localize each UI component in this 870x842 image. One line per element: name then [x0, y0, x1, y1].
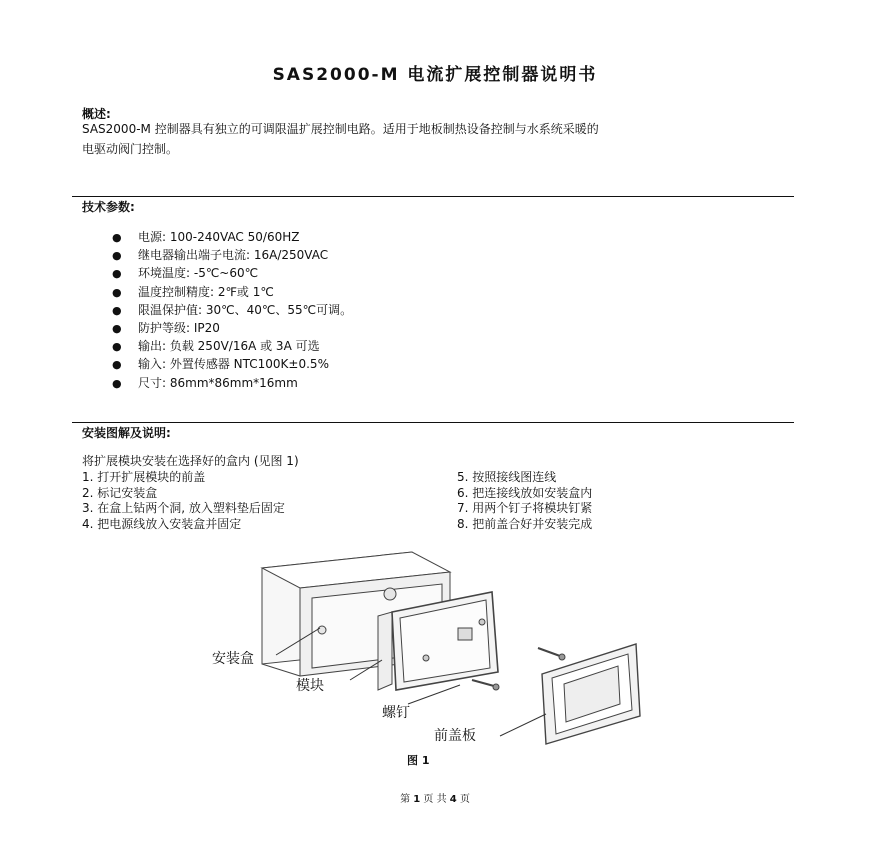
spec-text: 防护等级: IP20	[138, 320, 220, 335]
overview-line-1: SAS2000-M 控制器具有独立的可调限温扩展控制电路。适用于地板制热设备控制与水系统采暖的	[82, 122, 599, 136]
install-step: 7. 用两个钉子将模块钉紧	[457, 501, 593, 515]
bullet-icon: ●	[112, 285, 122, 299]
label-front-cover: 前盖板	[434, 728, 476, 744]
install-step: 6. 把连接线放如安装盒内	[457, 485, 593, 500]
install-heading: 安装图解及说明:	[82, 426, 171, 440]
label-screw: 螺钉	[382, 705, 410, 721]
spec-item	[112, 283, 352, 301]
bullet-icon: ●	[112, 376, 122, 390]
front-cover-drawing	[542, 644, 640, 744]
install-step: 2. 标记安装盒	[82, 485, 158, 500]
overview-heading: 概述:	[82, 107, 111, 121]
installation-diagram	[200, 540, 660, 755]
bullet-icon: ●	[112, 231, 122, 244]
spec-item	[112, 374, 352, 392]
footer-middle: 页 共	[423, 794, 447, 805]
page-footer	[0, 790, 870, 805]
page-total: 4	[449, 794, 457, 805]
install-step: 4. 把电源线放入安装盒并固定	[82, 516, 242, 531]
spec-text: 温度控制精度: 2℉或 1℃	[138, 284, 274, 299]
bullet-icon: ●	[112, 303, 122, 317]
label-mounting-box: 安装盒	[212, 651, 254, 667]
spec-text: 输入: 外置传感器 NTC100K±0.5%	[138, 357, 329, 372]
spec-text: 电源: 100-240VAC 50/60HZ	[138, 230, 300, 244]
spec-text: 限温保护值: 30℃、40℃、55℃可调。	[138, 302, 353, 317]
spec-text: 继电器输出端子电流: 16A/250VAC	[138, 248, 329, 263]
section-divider	[72, 422, 794, 423]
spec-item	[112, 264, 352, 282]
figure-caption: 图 1	[407, 754, 430, 767]
spec-text: 尺寸: 86mm*86mm*16mm	[138, 375, 298, 390]
document-title: SAS2000-M 电流扩展控制器说明书	[272, 65, 598, 85]
bullet-icon: ●	[112, 358, 122, 372]
footer-suffix: 页	[459, 794, 470, 805]
install-steps-left	[82, 470, 285, 532]
spec-item	[112, 228, 352, 246]
spec-item	[112, 355, 352, 373]
bullet-icon: ●	[112, 249, 122, 263]
install-step: 5. 按照接线图连线	[457, 470, 557, 484]
label-module: 模块	[296, 678, 324, 694]
overview-line-2: 电驱动阀门控制。	[82, 142, 179, 156]
install-step: 3. 在盒上钻两个洞, 放入塑料垫后固定	[82, 501, 285, 515]
spec-item	[112, 337, 352, 355]
specs-heading: 技术参数:	[82, 200, 135, 214]
spec-text: 环境温度: -5℃~60℃	[138, 266, 259, 281]
spec-item	[112, 319, 352, 337]
install-step: 1. 打开扩展模块的前盖	[82, 470, 206, 484]
footer-prefix: 第	[400, 794, 411, 805]
bullet-icon: ●	[112, 321, 122, 335]
install-step: 8. 把前盖合好并安装完成	[457, 516, 593, 531]
spec-item	[112, 301, 352, 319]
install-steps-right	[457, 470, 592, 532]
spec-item	[112, 246, 352, 264]
section-divider	[72, 196, 794, 197]
page-number: 1	[413, 794, 421, 805]
bullet-icon: ●	[112, 340, 122, 354]
specs-list	[112, 228, 352, 392]
bullet-icon: ●	[112, 267, 122, 281]
spec-text: 输出: 负载 250V/16A 或 3A 可选	[138, 339, 320, 354]
install-intro: 将扩展模块安装在选择好的盒内 (见图 1)	[82, 454, 299, 468]
